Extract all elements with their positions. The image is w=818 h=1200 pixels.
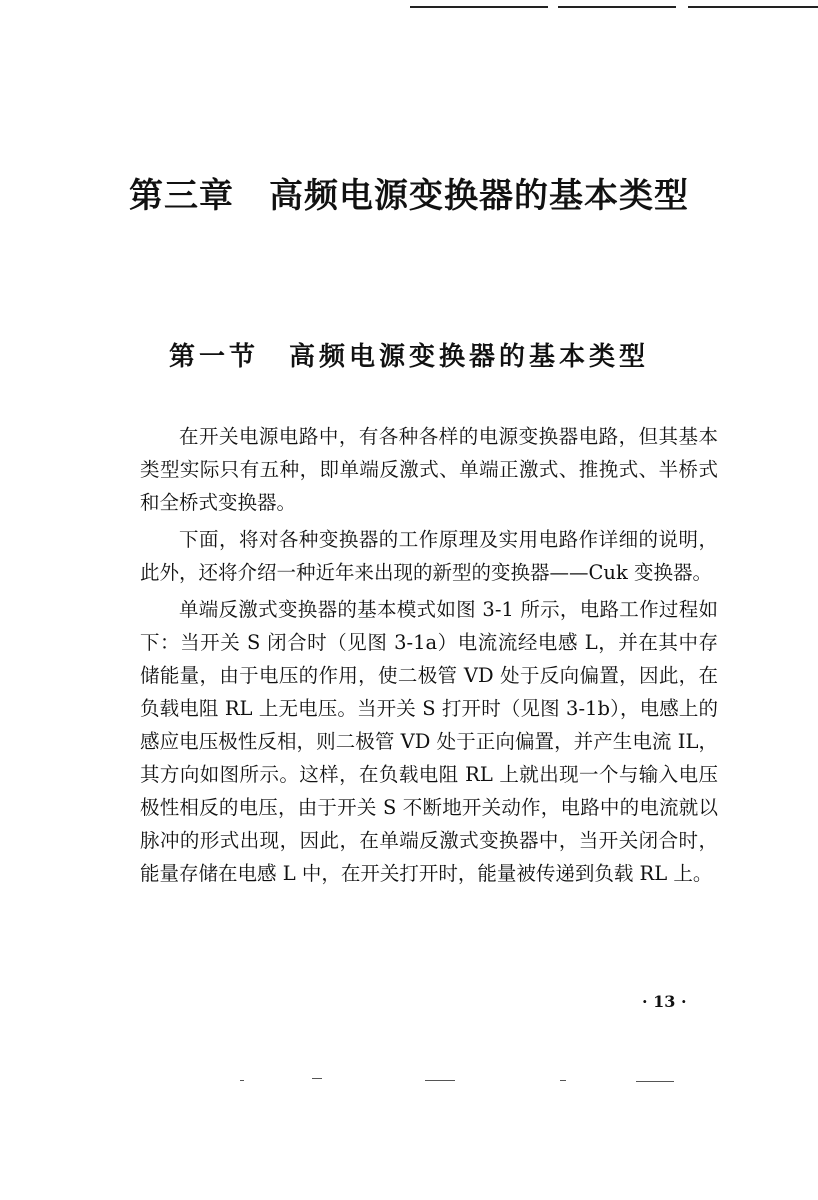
top-rule-right bbox=[688, 6, 818, 8]
scan-speck bbox=[240, 1080, 244, 1081]
scan-speck bbox=[636, 1081, 674, 1082]
scan-speck bbox=[425, 1080, 455, 1081]
paragraph-flyback: 单端反激式变换器的基本模式如图 3-1 所示，电路工作过程如下：当开关 S 闭合时（见图 3-1a）电流流经电感 L，并在其中存储能量，由于电压的作用，使二极管 VD 处于反向偏置，因此，在负载电阻 RL 上无电压。当开关 S 打开时（见图 3-1b），电感上的感应电压极性反相，则二极管 VD 处于正向偏置，并产生电流 IL，其方向如图所示。这样，在负载电阻 RL 上就出现一个与输入电压极性相反的电压，由于开关 S 不断地开关动作，电路中的电流就以脉冲的形式出现，因此，在单端反激式变换器中，当开关闭合时，能量存储在电感 L 中，在开关打开时，能量被传递到负载 RL 上。 bbox=[140, 598, 718, 885]
top-rule-left bbox=[410, 6, 548, 8]
page-number: · 13 · bbox=[642, 992, 687, 1011]
chapter-title: 第三章 高频电源变换器的基本类型 bbox=[129, 176, 689, 216]
top-rule-middle bbox=[558, 6, 676, 8]
scan-speck bbox=[312, 1078, 322, 1079]
section-title: 第一节 高频电源变换器的基本类型 bbox=[168, 342, 649, 372]
paragraph-overview: 下面，将对各种变换器的工作原理及实用电路作详细的说明，此外，还将介绍一种近年来出现的新型的变换器——Cuk 变换器。 bbox=[140, 528, 718, 584]
scan-speck bbox=[560, 1080, 566, 1081]
paragraph-intro: 在开关电源电路中，有各种各样的电源变换器电路，但其基本类型实际只有五种，即单端反激式、单端正激式、推挽式、半桥式和全桥式变换器。 bbox=[140, 425, 718, 514]
body-text bbox=[140, 420, 718, 894]
